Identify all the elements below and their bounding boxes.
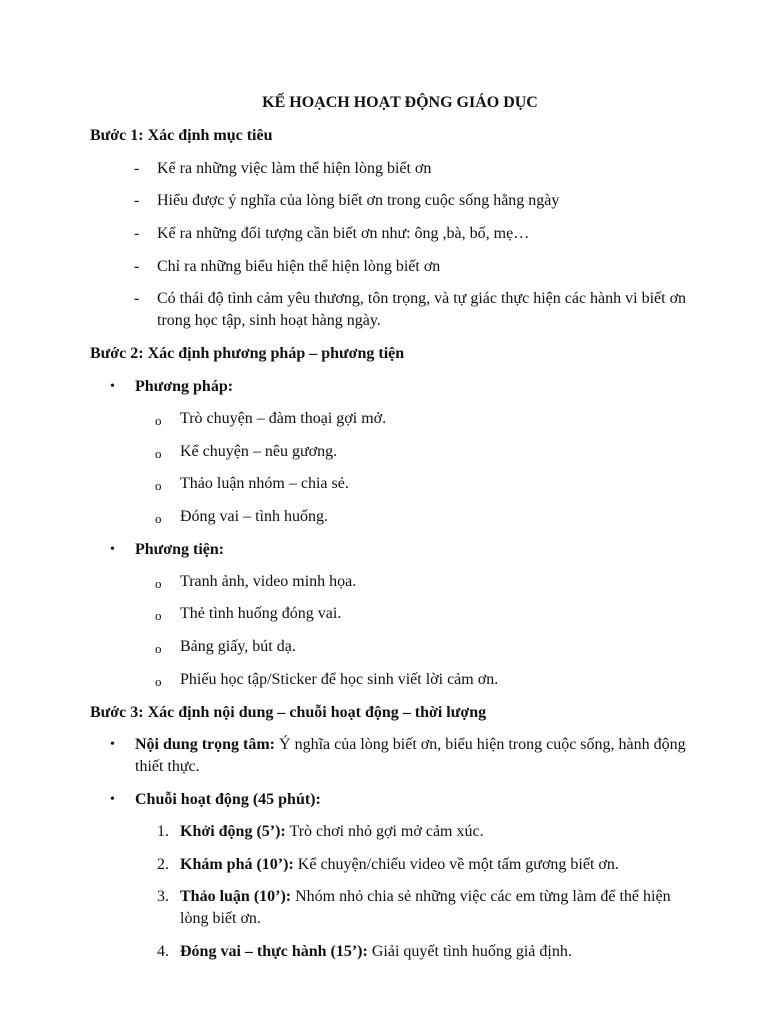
activity-text: Đóng vai – thực hành (15’): Giải quyết tình huống giả định.: [180, 943, 572, 960]
methods-bullet: [110, 376, 710, 398]
bullet-marker: •: [110, 792, 115, 807]
objective-item: [134, 223, 694, 245]
circle-marker: o: [155, 413, 162, 428]
objective-item: [134, 288, 694, 332]
bullet-marker: •: [110, 379, 115, 394]
objective-item: [134, 256, 694, 278]
activity-item: [157, 941, 697, 963]
activity-item: [157, 821, 697, 843]
methods-label: Phương pháp:: [135, 378, 234, 395]
means-text: Bảng giấy, bút dạ.: [180, 638, 296, 655]
dash-marker: -: [134, 290, 140, 307]
method-item: [155, 408, 695, 430]
means-text: Tranh ảnh, video minh họa.: [180, 573, 357, 590]
objective-text: Kể ra những đối tượng cần biết ơn như: ông ,bà, bố, mẹ…: [157, 225, 530, 242]
method-item: [155, 441, 695, 463]
activity-text: Khám phá (10’): Kể chuyện/chiếu video về một tấm gương biết ơn.: [180, 856, 619, 873]
method-item: [155, 506, 695, 528]
means-text: Thẻ tình huống đóng vai.: [180, 605, 342, 622]
dash-marker: -: [134, 160, 140, 177]
method-text: Trò chuyện – đàm thoại gợi mở.: [180, 410, 387, 427]
circle-marker: o: [155, 576, 162, 591]
step2-heading: Bước 2: Xác định phương pháp – phương tiện: [90, 345, 405, 362]
sequence-bullet: [110, 789, 710, 811]
means-item: [155, 603, 695, 625]
means-label: Phương tiện:: [135, 541, 225, 558]
method-text: Kể chuyện – nêu gương.: [180, 443, 338, 460]
method-text: Thảo luận nhóm – chia sẻ.: [180, 475, 349, 492]
means-text: Phiếu học tập/Sticker để học sinh viết lời cảm ơn.: [180, 671, 499, 688]
objective-text: Chỉ ra những biểu hiện thể hiện lòng biết ơn: [157, 258, 441, 275]
objective-text: Kể ra những việc làm thể hiện lòng biết ơn: [157, 160, 432, 177]
activity-number: 1.: [157, 823, 169, 840]
bullet-marker: •: [110, 737, 115, 752]
means-item: [155, 636, 695, 658]
activity-text: Khởi động (5’): Trò chơi nhỏ gợi mở cảm xúc.: [180, 823, 484, 840]
circle-marker: o: [155, 608, 162, 623]
means-item: [155, 669, 695, 691]
circle-marker: o: [155, 641, 162, 656]
circle-marker: o: [155, 674, 162, 689]
activity-text: Thảo luận (10’): Nhóm nhỏ chia sẻ những việc các em từng làm để thể hiện lòng biết ơn.: [180, 888, 671, 927]
dash-marker: -: [134, 192, 140, 209]
sequence-label: Chuỗi hoạt động (45 phút):: [135, 791, 321, 808]
objective-item: [134, 190, 694, 212]
step3-heading: Bước 3: Xác định nội dung – chuỗi hoạt động – thời lượng: [90, 704, 487, 721]
objective-text: Hiểu được ý nghĩa của lòng biết ơn trong cuộc sống hằng ngày: [157, 192, 560, 209]
means-item: [155, 571, 695, 593]
activity-number: 2.: [157, 856, 169, 873]
core-content-text: Nội dung trọng tâm: Ý nghĩa của lòng biết ơn, biểu hiện trong cuộc sống, hành động thiết thực.: [135, 736, 686, 775]
circle-marker: o: [155, 446, 162, 461]
objective-item: [134, 158, 694, 180]
core-content-bullet: [110, 734, 710, 778]
method-item: [155, 473, 695, 495]
method-text: Đóng vai – tình huống.: [180, 508, 328, 525]
objective-text: Có thái độ tình cảm yêu thương, tôn trọng, và tự giác thực hiện các hành vi biết ơn trong học tập, sinh hoạt hàng ngày.: [157, 290, 687, 329]
step1-heading: Bước 1: Xác định mục tiêu: [90, 127, 273, 144]
document-title: KẾ HOẠCH HOẠT ĐỘNG GIÁO DỤC: [262, 94, 538, 111]
dash-marker: -: [134, 258, 140, 275]
activity-item: [157, 886, 697, 930]
activity-number: 4.: [157, 943, 169, 960]
means-bullet: [110, 539, 710, 561]
bullet-marker: •: [110, 542, 115, 557]
circle-marker: o: [155, 511, 162, 526]
dash-marker: -: [134, 225, 140, 242]
activity-item: [157, 854, 697, 876]
circle-marker: o: [155, 478, 162, 493]
activity-number: 3.: [157, 888, 169, 905]
